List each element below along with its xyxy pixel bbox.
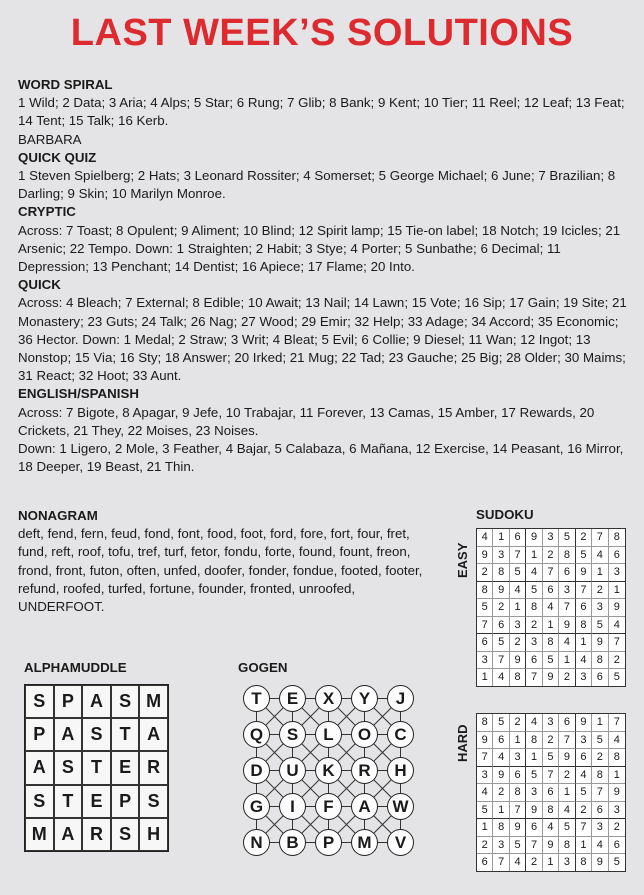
sudoku-easy-cell: 8 bbox=[576, 617, 592, 635]
sudoku-hard-cell: 4 bbox=[609, 732, 625, 750]
gogen-letter: S bbox=[279, 721, 306, 748]
sudoku-hard-cell: 5 bbox=[559, 819, 575, 837]
sudoku-easy-cell: 7 bbox=[576, 582, 592, 600]
alphamuddle-cell: A bbox=[54, 718, 83, 751]
sudoku-easy-cell: 3 bbox=[510, 617, 526, 635]
sudoku-easy-cell: 4 bbox=[592, 547, 608, 565]
sudoku-easy-cell: 5 bbox=[510, 564, 526, 582]
sudoku-hard-cell: 9 bbox=[543, 837, 559, 855]
sudoku-easy-cell: 5 bbox=[477, 599, 493, 617]
sudoku-easy-cell: 9 bbox=[609, 599, 625, 617]
english-spanish-down: Down: 1 Ligero, 2 Mole, 3 Feather, 4 Bajar, 5 Calabaza, 6 Mañana, 12 Exercise, 14 Peasant, 16 Mirror, 18 Deeper, 19 Beast, 21 Thin. bbox=[18, 441, 624, 475]
gogen-letter: N bbox=[243, 829, 270, 856]
sudoku-hard-cell: 7 bbox=[543, 767, 559, 785]
sudoku-hard-cell: 1 bbox=[510, 732, 526, 750]
sudoku-hard-label: HARD bbox=[455, 724, 470, 762]
sudoku-hard-cell: 1 bbox=[559, 784, 575, 802]
gogen-letter: E bbox=[279, 685, 306, 712]
sudoku-hard-cell: 4 bbox=[510, 854, 526, 871]
sudoku-easy-cell: 9 bbox=[526, 529, 542, 547]
sudoku-hard-cell: 8 bbox=[510, 784, 526, 802]
sudoku-easy-cell: 3 bbox=[493, 547, 509, 565]
sudoku-hard-cell: 9 bbox=[559, 749, 575, 767]
sudoku-easy-cell: 2 bbox=[609, 652, 625, 670]
gogen-letter: P bbox=[315, 829, 342, 856]
sudoku-hard-cell: 5 bbox=[576, 784, 592, 802]
sudoku-hard-cell: 2 bbox=[576, 802, 592, 820]
page-title: LAST WEEK’S SOLUTIONS bbox=[70, 12, 574, 54]
alphamuddle-grid bbox=[24, 684, 169, 852]
sudoku-hard-cell: 8 bbox=[609, 749, 625, 767]
sudoku-hard-cell: 7 bbox=[510, 802, 526, 820]
alphamuddle-cell: M bbox=[139, 685, 168, 718]
sudoku-hard-grid bbox=[476, 713, 626, 872]
sudoku-hard-cell: 3 bbox=[609, 802, 625, 820]
alphamuddle-cell: E bbox=[82, 785, 111, 818]
sudoku-easy-cell: 8 bbox=[477, 582, 493, 600]
sudoku-easy-cell: 1 bbox=[543, 617, 559, 635]
sudoku-hard-cell: 1 bbox=[477, 819, 493, 837]
cryptic-heading: CRYPTIC bbox=[18, 204, 76, 220]
sudoku-hard-cell: 1 bbox=[493, 802, 509, 820]
sudoku-hard-cell: 2 bbox=[510, 714, 526, 732]
gogen-heading: GOGEN bbox=[238, 660, 288, 675]
sudoku-easy-cell: 6 bbox=[493, 617, 509, 635]
gogen-letter: A bbox=[351, 793, 378, 820]
sudoku-easy-cell: 2 bbox=[559, 669, 575, 686]
sudoku-hard-cell: 7 bbox=[493, 854, 509, 871]
gogen-letter: V bbox=[387, 829, 414, 856]
sudoku-easy-cell: 7 bbox=[559, 599, 575, 617]
sudoku-easy-cell: 5 bbox=[576, 547, 592, 565]
gogen-letter: L bbox=[315, 721, 342, 748]
sudoku-hard-cell: 9 bbox=[510, 819, 526, 837]
sudoku-easy-cell: 3 bbox=[477, 652, 493, 670]
sudoku-easy-cell: 9 bbox=[543, 669, 559, 686]
sudoku-hard-cell: 9 bbox=[526, 802, 542, 820]
sudoku-hard-cell: 4 bbox=[592, 837, 608, 855]
sudoku-hard-cell: 6 bbox=[477, 854, 493, 871]
alphamuddle-cell: A bbox=[25, 751, 54, 784]
sudoku-easy-cell: 1 bbox=[559, 652, 575, 670]
sudoku-easy-cell: 4 bbox=[543, 599, 559, 617]
alphamuddle-cell: A bbox=[82, 685, 111, 718]
sudoku-hard-cell: 3 bbox=[477, 767, 493, 785]
quick-answers: Across: 4 Bleach; 7 External; 8 Edible; 10 Await; 13 Nail; 14 Lawn; 15 Vote; 16 Sip; 17 Gain; 19 Site; 21 Monastery; 23 Guts; 24 Talk; 26 Nag; 27 Wood; 29 Emir; 32 Help; 33 Adage; 34 Accord; 35 Economic; 36 Hector. Down: 1 Medal; 2 Straw; 3 Writ; 4 Bleat; 5 Evil; 6 Collie; 9 Diesel; 11 Wan; 12 Ingot; 13 Nonstop; 15 Via; 16 Sty; 18 Answer; 20 Irked; 21 Mug; 22 Tad; 23 Gauche; 25 Big; 28 Older; 30 Maims; 31 React; 32 Hoot; 33 Aunt. bbox=[18, 295, 627, 384]
sudoku-hard-cell: 8 bbox=[526, 732, 542, 750]
sudoku-easy-cell: 3 bbox=[559, 582, 575, 600]
sudoku-hard-cell: 2 bbox=[526, 854, 542, 871]
sudoku-easy-cell: 2 bbox=[592, 582, 608, 600]
sudoku-hard-cell: 6 bbox=[559, 714, 575, 732]
sudoku-hard-cell: 1 bbox=[576, 837, 592, 855]
sudoku-easy-cell: 7 bbox=[592, 529, 608, 547]
sudoku-hard-cell: 4 bbox=[559, 802, 575, 820]
gogen-letter: O bbox=[351, 721, 378, 748]
sudoku-hard-cell: 2 bbox=[493, 784, 509, 802]
sudoku-easy-cell: 7 bbox=[526, 669, 542, 686]
sudoku-easy-cell: 9 bbox=[510, 652, 526, 670]
gogen-letter: T bbox=[243, 685, 270, 712]
sudoku-easy-cell: 6 bbox=[510, 529, 526, 547]
sudoku-heading: SUDOKU bbox=[476, 507, 534, 522]
sudoku-hard-cell: 3 bbox=[576, 732, 592, 750]
gogen-letter: R bbox=[351, 757, 378, 784]
nonagram-heading: NONAGRAM bbox=[18, 508, 98, 523]
sudoku-easy-cell: 6 bbox=[543, 582, 559, 600]
sudoku-easy-cell: 2 bbox=[477, 564, 493, 582]
sudoku-easy-grid bbox=[476, 528, 626, 687]
alphamuddle-cell: M bbox=[25, 818, 54, 851]
sudoku-easy-cell: 1 bbox=[592, 564, 608, 582]
alphamuddle-cell: T bbox=[111, 718, 140, 751]
sudoku-hard-cell: 5 bbox=[510, 837, 526, 855]
sudoku-easy-cell: 7 bbox=[609, 634, 625, 652]
sudoku-hard-cell: 8 bbox=[592, 767, 608, 785]
sudoku-hard-cell: 9 bbox=[493, 767, 509, 785]
sudoku-easy-cell: 2 bbox=[526, 617, 542, 635]
gogen-letter: W bbox=[387, 793, 414, 820]
alphamuddle-cell: S bbox=[25, 785, 54, 818]
sudoku-hard-cell: 3 bbox=[592, 819, 608, 837]
sudoku-easy-cell: 2 bbox=[510, 634, 526, 652]
sudoku-hard-cell: 5 bbox=[493, 714, 509, 732]
sudoku-easy-cell: 5 bbox=[592, 617, 608, 635]
sudoku-easy-cell: 5 bbox=[559, 529, 575, 547]
gogen-letter: G bbox=[243, 793, 270, 820]
sudoku-hard-cell: 6 bbox=[576, 749, 592, 767]
sudoku-hard-cell: 6 bbox=[510, 767, 526, 785]
sudoku-easy-cell: 6 bbox=[592, 669, 608, 686]
sudoku-easy-cell: 4 bbox=[609, 617, 625, 635]
alphamuddle-cell: R bbox=[139, 751, 168, 784]
word-spiral-answer: BARBARA bbox=[18, 131, 82, 147]
sudoku-easy-cell: 3 bbox=[592, 599, 608, 617]
alphamuddle-cell: T bbox=[54, 785, 83, 818]
alphamuddle-cell: P bbox=[54, 685, 83, 718]
sudoku-hard-cell: 2 bbox=[543, 732, 559, 750]
sudoku-hard-cell: 1 bbox=[609, 767, 625, 785]
sudoku-easy-cell: 9 bbox=[576, 564, 592, 582]
sudoku-easy-cell: 9 bbox=[477, 547, 493, 565]
alphamuddle-cell: S bbox=[111, 818, 140, 851]
word-spiral-answers: 1 Wild; 2 Data; 3 Aria; 4 Alps; 5 Star; 6 Rung; 7 Glib; 8 Bank; 9 Kent; 10 Tier; 11 Reel; 12 Leaf; 13 Feat; 14 Tent; 15 Talk; 16 Kerb. bbox=[18, 95, 625, 129]
gogen-letter: I bbox=[279, 793, 306, 820]
gogen-letter: D bbox=[243, 757, 270, 784]
english-spanish-across: Across: 7 Bigote, 8 Apagar, 9 Jefe, 10 Trabajar, 11 Forever, 13 Camas, 15 Amber, 17 Rewards, 20 Crickets, 21 They, 22 Moises, 23 Noises. bbox=[18, 404, 595, 438]
sudoku-easy-cell: 8 bbox=[543, 634, 559, 652]
sudoku-easy-cell: 1 bbox=[609, 582, 625, 600]
sudoku-hard-cell: 7 bbox=[576, 819, 592, 837]
sudoku-easy-cell: 5 bbox=[543, 652, 559, 670]
sudoku-hard-cell: 5 bbox=[477, 802, 493, 820]
sudoku-hard-cell: 5 bbox=[613, 856, 620, 869]
alphamuddle-cell: S bbox=[25, 685, 54, 718]
alphamuddle-cell: S bbox=[111, 685, 140, 718]
sudoku-hard-cell: 6 bbox=[493, 732, 509, 750]
sudoku-easy-cell: 1 bbox=[477, 669, 493, 686]
alphamuddle-cell: E bbox=[111, 751, 140, 784]
sudoku-hard-cell: 7 bbox=[559, 732, 575, 750]
alphamuddle-cell: S bbox=[54, 751, 83, 784]
sudoku-easy-cell: 3 bbox=[576, 669, 592, 686]
gogen-letter: J bbox=[387, 685, 414, 712]
alphamuddle-heading: ALPHAMUDDLE bbox=[24, 660, 127, 675]
sudoku-hard-cell: 4 bbox=[526, 714, 542, 732]
sudoku-easy-cell: 1 bbox=[526, 547, 542, 565]
sudoku-hard-cell: 5 bbox=[543, 749, 559, 767]
alphamuddle-cell: A bbox=[54, 818, 83, 851]
sudoku-easy-cell: 7 bbox=[510, 547, 526, 565]
gogen-letter: F bbox=[315, 793, 342, 820]
sudoku-hard-cell: 5 bbox=[592, 732, 608, 750]
sudoku-hard-cell: 3 bbox=[493, 837, 509, 855]
sudoku-easy-cell: 9 bbox=[559, 617, 575, 635]
alphamuddle-cell: A bbox=[139, 718, 168, 751]
sudoku-easy-cell: 8 bbox=[592, 652, 608, 670]
sudoku-easy-cell: 8 bbox=[510, 669, 526, 686]
sudoku-hard-cell: 7 bbox=[609, 714, 625, 732]
sudoku-hard-cell: 7 bbox=[526, 837, 542, 855]
sudoku-hard-cell: 3 bbox=[510, 749, 526, 767]
sudoku-hard-cell: 7 bbox=[477, 749, 493, 767]
sudoku-easy-cell: 1 bbox=[493, 529, 509, 547]
sudoku-hard-cell: 2 bbox=[609, 819, 625, 837]
sudoku-hard-cell: 7 bbox=[592, 784, 608, 802]
sudoku-hard-cell: 6 bbox=[609, 837, 625, 855]
quick-quiz-heading: QUICK QUIZ bbox=[18, 149, 97, 165]
sudoku-easy-cell: 3 bbox=[609, 564, 625, 582]
sudoku-easy-label: EASY bbox=[455, 542, 470, 578]
nonagram-section bbox=[18, 507, 438, 616]
sudoku-hard-cell: 3 bbox=[543, 714, 559, 732]
sudoku-hard-cell: 3 bbox=[559, 854, 575, 871]
alphamuddle-cell: H bbox=[139, 818, 168, 851]
sudoku-easy-cell: 4 bbox=[526, 564, 542, 582]
sudoku-hard-cell: 9 bbox=[576, 714, 592, 732]
sudoku-easy-cell: 8 bbox=[559, 547, 575, 565]
sudoku-hard-cell: 4 bbox=[493, 749, 509, 767]
alphamuddle-cell: T bbox=[82, 751, 111, 784]
sudoku-easy-cell: 5 bbox=[613, 671, 620, 684]
sudoku-hard-cell: 3 bbox=[526, 784, 542, 802]
sudoku-hard-cell: 8 bbox=[543, 802, 559, 820]
sudoku-easy-cell: 3 bbox=[526, 634, 542, 652]
sudoku-easy-cell: 4 bbox=[493, 669, 509, 686]
sudoku-hard-cell: 8 bbox=[559, 837, 575, 855]
sudoku-easy-cell: 9 bbox=[493, 582, 509, 600]
sudoku-easy-cell: 4 bbox=[559, 634, 575, 652]
sudoku-easy-cell: 1 bbox=[576, 634, 592, 652]
sudoku-hard-cell: 9 bbox=[477, 732, 493, 750]
sudoku-easy-cell: 9 bbox=[592, 634, 608, 652]
word-spiral-heading: WORD SPIRAL bbox=[18, 77, 113, 92]
sudoku-hard-cell: 9 bbox=[592, 854, 608, 871]
alphamuddle-cell: S bbox=[139, 785, 168, 818]
sudoku-hard-cell: 4 bbox=[576, 767, 592, 785]
sudoku-easy-cell: 7 bbox=[477, 617, 493, 635]
gogen-letter: X bbox=[315, 685, 342, 712]
sudoku-hard-cell: 2 bbox=[477, 837, 493, 855]
gogen-letter: Q bbox=[243, 721, 270, 748]
sudoku-hard-cell: 6 bbox=[592, 802, 608, 820]
sudoku-hard-cell: 2 bbox=[559, 767, 575, 785]
gogen-letter: M bbox=[351, 829, 378, 856]
sudoku-easy-cell: 8 bbox=[493, 564, 509, 582]
sudoku-hard-cell: 5 bbox=[526, 767, 542, 785]
sudoku-hard-cell: 2 bbox=[592, 749, 608, 767]
quick-quiz-answers: 1 Steven Spielberg; 2 Hats; 3 Leonard Rossiter; 4 Somerset; 5 George Michael; 6 June; 7 Brazilian; 8 Darling; 9 Skin; 10 Marilyn Monroe. bbox=[18, 168, 616, 202]
gogen-letter: C bbox=[387, 721, 414, 748]
gogen-letter: H bbox=[387, 757, 414, 784]
sudoku-hard-cell: 1 bbox=[543, 854, 559, 871]
sudoku-hard-cell: 4 bbox=[543, 819, 559, 837]
sudoku-easy-cell: 7 bbox=[493, 652, 509, 670]
sudoku-hard-cell: 1 bbox=[526, 749, 542, 767]
sudoku-easy-cell: 8 bbox=[609, 529, 625, 547]
english-spanish-heading: ENGLISH/SPANISH bbox=[18, 386, 139, 402]
gogen-letter: K bbox=[315, 757, 342, 784]
sudoku-easy-cell: 4 bbox=[477, 529, 493, 547]
sudoku-hard-cell: 1 bbox=[592, 714, 608, 732]
alphamuddle-cell: R bbox=[82, 818, 111, 851]
sudoku-easy-cell: 2 bbox=[576, 529, 592, 547]
sudoku-hard-cell: 6 bbox=[526, 819, 542, 837]
sudoku-easy-cell: 5 bbox=[526, 582, 542, 600]
alphamuddle-cell: P bbox=[25, 718, 54, 751]
sudoku-easy-cell: 4 bbox=[510, 582, 526, 600]
quick-heading: QUICK bbox=[18, 277, 61, 293]
sudoku-hard-cell: 9 bbox=[609, 784, 625, 802]
solutions-text bbox=[18, 76, 630, 476]
sudoku-easy-cell: 7 bbox=[543, 564, 559, 582]
sudoku-easy-cell: 6 bbox=[477, 634, 493, 652]
sudoku-easy-cell: 4 bbox=[576, 652, 592, 670]
nonagram-words: deft, fend, fern, feud, fond, font, food, foot, ford, fore, fort, four, fret, fund, reft, roof, tofu, tref, turf, fetor, fondu, forte, found, fount, freon, frond, front, futon, often, unfed, doofer, fonder, fondue, footed, footer, refund, roofed, turfed, fortune, founder, fronted, unroofed, UNDERFOOT. bbox=[18, 526, 423, 615]
sudoku-hard-cell: 8 bbox=[493, 819, 509, 837]
sudoku-easy-cell: 2 bbox=[493, 599, 509, 617]
sudoku-easy-cell: 2 bbox=[543, 547, 559, 565]
gogen-letter: Y bbox=[351, 685, 378, 712]
alphamuddle-cell: S bbox=[82, 718, 111, 751]
sudoku-hard-cell: 6 bbox=[543, 784, 559, 802]
sudoku-easy-cell: 6 bbox=[609, 547, 625, 565]
gogen-letter: U bbox=[279, 757, 306, 784]
sudoku-hard-cell: 4 bbox=[477, 784, 493, 802]
gogen-letter: B bbox=[279, 829, 306, 856]
sudoku-easy-cell: 5 bbox=[493, 634, 509, 652]
sudoku-hard-cell: 8 bbox=[576, 854, 592, 871]
gogen-grid bbox=[238, 680, 418, 890]
sudoku-hard-cell: 8 bbox=[477, 714, 493, 732]
cryptic-answers: Across: 7 Toast; 8 Opulent; 9 Aliment; 10 Blind; 12 Spirit lamp; 15 Tie-on label; 18 Notch; 19 Icicles; 21 Arsenic; 22 Tempo. Down: 1 Straighten; 2 Habit; 3 Stye; 4 Porter; 5 Sunbathe; 6 Decimal; 11 Depression; 13 Penchant; 14 Dentist; 16 Apiece; 17 Flame; 20 Into. bbox=[18, 222, 621, 275]
sudoku-easy-cell: 6 bbox=[576, 599, 592, 617]
sudoku-easy-cell: 8 bbox=[526, 599, 542, 617]
sudoku-easy-cell: 3 bbox=[543, 529, 559, 547]
sudoku-easy-cell: 6 bbox=[559, 564, 575, 582]
sudoku-easy-cell: 1 bbox=[510, 599, 526, 617]
alphamuddle-cell: P bbox=[111, 785, 140, 818]
sudoku-easy-cell: 6 bbox=[526, 652, 542, 670]
